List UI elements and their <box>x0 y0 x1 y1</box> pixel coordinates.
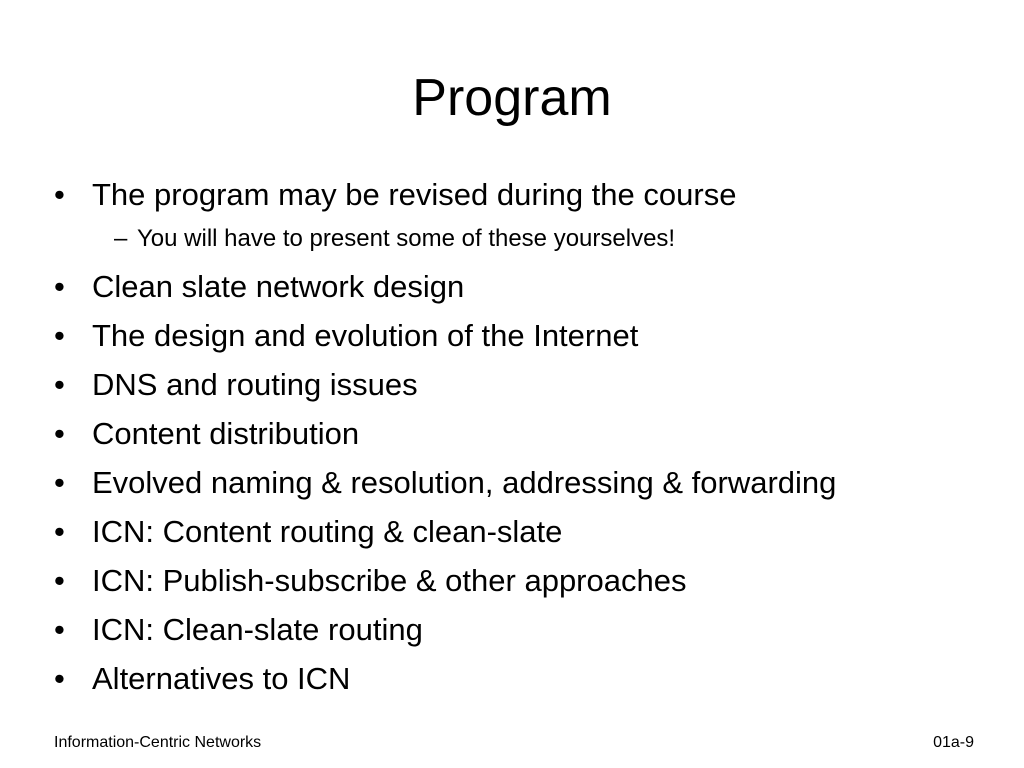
bullet-item <box>0 313 1024 362</box>
sub-bullet-item <box>0 221 1024 264</box>
footer-slide-number: 01a-9 <box>933 734 974 751</box>
bullet-item <box>0 509 1024 558</box>
bullet-marker: • <box>54 465 65 500</box>
bullet-text: DNS and routing issues <box>92 367 418 402</box>
sub-bullet-text: You will have to present some of these yourselves! <box>137 225 676 252</box>
bullet-marker: • <box>54 563 65 598</box>
bullet-marker: • <box>54 269 65 304</box>
bullet-item <box>0 264 1024 313</box>
slide-title: Program <box>412 69 612 127</box>
bullet-text: ICN: Clean-slate routing <box>92 612 423 647</box>
bullet-text: The program may be revised during the course <box>92 177 737 212</box>
bullet-marker: • <box>54 514 65 549</box>
bullet-item <box>0 411 1024 460</box>
footer-course-name: Information-Centric Networks <box>54 734 262 751</box>
bullet-item <box>0 362 1024 411</box>
bullet-marker: • <box>54 177 65 212</box>
bullet-marker: • <box>54 318 65 353</box>
bullet-item <box>0 607 1024 656</box>
bullet-item <box>0 172 1024 221</box>
bullet-text: Content distribution <box>92 416 360 451</box>
bullet-item <box>0 656 1024 705</box>
bullet-text: Clean slate network design <box>92 269 465 304</box>
bullet-marker: • <box>54 612 65 647</box>
bullet-marker: • <box>54 416 65 451</box>
bullet-item <box>0 558 1024 607</box>
bullet-item <box>0 460 1024 509</box>
bullet-marker: • <box>54 661 65 696</box>
bullet-text: ICN: Content routing & clean-slate <box>92 514 563 549</box>
bullet-list <box>0 172 1024 705</box>
bullet-text: Evolved naming & resolution, addressing & forwarding <box>92 465 837 500</box>
bullet-text: ICN: Publish-subscribe & other approaches <box>92 563 687 598</box>
bullet-text: Alternatives to ICN <box>92 661 351 696</box>
bullet-text: The design and evolution of the Internet <box>92 318 639 353</box>
sub-bullet-marker: – <box>114 225 128 252</box>
bullet-marker: • <box>54 367 65 402</box>
